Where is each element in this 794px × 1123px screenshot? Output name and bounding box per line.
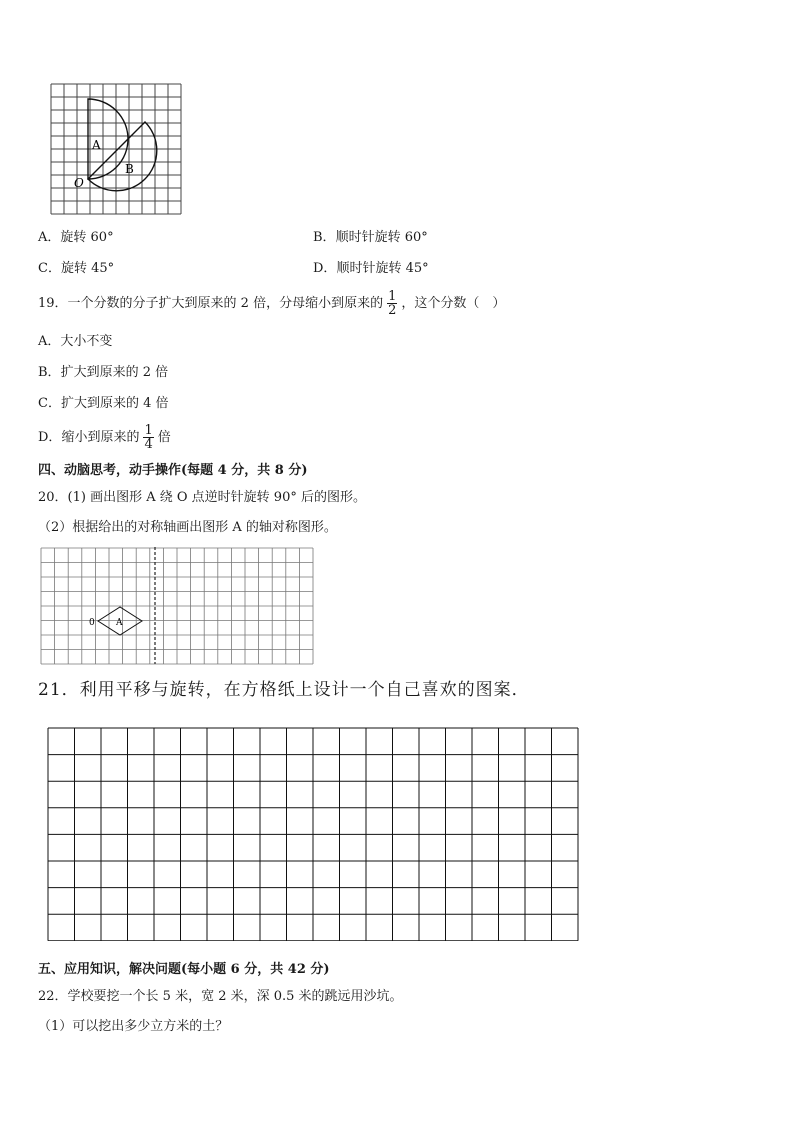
rotation-figure bbox=[50, 83, 185, 216]
label-b: B bbox=[125, 162, 134, 176]
q18-option-b[interactable]: B．顺时针旋转 60° bbox=[313, 230, 428, 245]
label-o: O bbox=[74, 176, 84, 190]
label-a: A bbox=[92, 138, 101, 152]
q19-option-a[interactable]: A．大小不变 bbox=[38, 334, 113, 349]
q19-option-d-fraction: $\frac{1}{4}$ bbox=[144, 423, 153, 452]
q19-fraction: $\frac{1}{2}$ bbox=[388, 289, 397, 318]
q20-line1: 20．(1) 画出图形 A 绕 O 点逆时针旋转 90° 后的图形。 bbox=[38, 490, 366, 505]
q19-option-c[interactable]: C．扩大到原来的 4 倍 bbox=[38, 396, 169, 411]
q22-sub1: （1）可以挖出多少立方米的土？ bbox=[38, 1019, 229, 1034]
q20-grid[interactable] bbox=[40, 547, 314, 665]
q18-option-c[interactable]: C．旋转 45° bbox=[38, 261, 115, 276]
q21-grid[interactable] bbox=[47, 727, 579, 941]
q22-stem: 22．学校要挖一个长 5 米，宽 2 米，深 0.5 米的跳远用沙坑。 bbox=[38, 989, 403, 1004]
q19-option-d[interactable]: D．缩小到原来的 $\frac{1}{4}$ 倍 bbox=[38, 423, 171, 452]
section-5-title: 五、应用知识，解决问题(每小题 6 分，共 42 分) bbox=[38, 962, 330, 977]
q21-stem: 21．利用平移与旋转，在方格纸上设计一个自己喜欢的图案． bbox=[38, 680, 530, 700]
q20-line2: （2）根据给出的对称轴画出图形 A 的轴对称图形。 bbox=[38, 520, 337, 535]
q19-option-b[interactable]: B．扩大到原来的 2 倍 bbox=[38, 365, 169, 380]
point-o-label: 0 bbox=[89, 618, 95, 628]
section-4-title: 四、动脑思考，动手操作(每题 4 分，共 8 分) bbox=[38, 463, 308, 478]
shape-a-label: A bbox=[116, 618, 123, 628]
q19-stem: 19．一个分数的分子扩大到原来的 2 倍，分母缩小到原来的 $\frac{1}{2}$ ，这个分数（ ） bbox=[38, 289, 506, 318]
q18-option-a[interactable]: A．旋转 60° bbox=[38, 230, 114, 245]
shape-b-outline bbox=[88, 122, 157, 191]
q18-option-d[interactable]: D．顺时针旋转 45° bbox=[313, 261, 429, 276]
